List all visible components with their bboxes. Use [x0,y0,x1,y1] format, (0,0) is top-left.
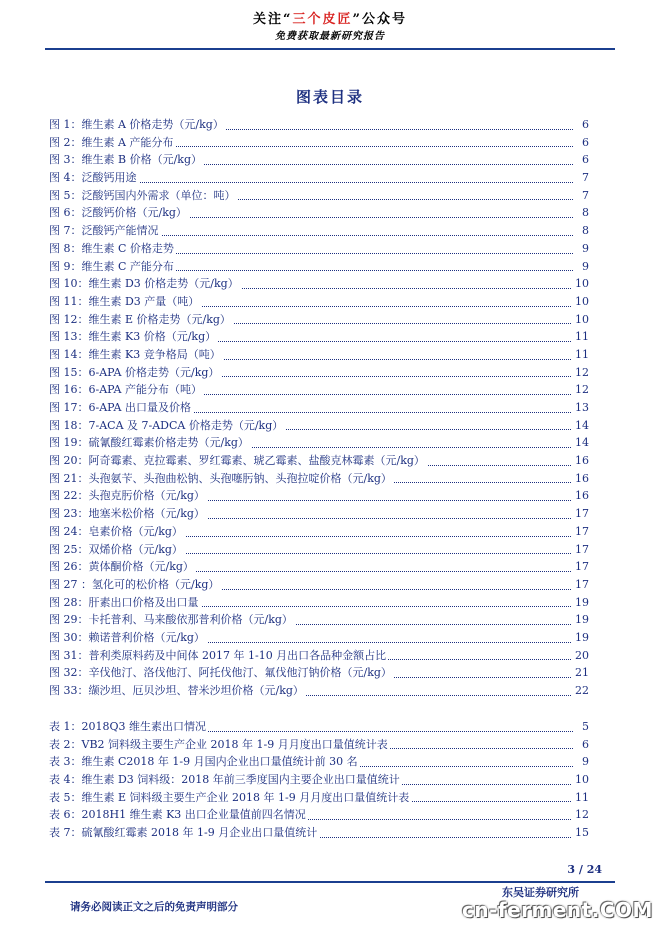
figure-entry[interactable] [49,346,589,364]
toc-entry-label: 表 7：硫氰酸红霉素 2018 年 1-9 月企业出口量值统计 [49,824,319,842]
table-entry[interactable] [49,824,589,842]
toc-entry-label: 图 32：辛伐他汀、洛伐他汀、阿托伐他汀、氟伐他汀钠价格（元/kg） [49,664,394,682]
toc-entry-page: 6 [579,116,589,134]
toc-entry-label: 图 17：6-APA 出口量及价格 [49,399,193,417]
toc-entry-page: 12 [572,364,589,382]
toc-entry-page: 10 [572,275,589,293]
figure-entry[interactable] [49,381,589,399]
header-divider [45,48,615,50]
figure-entry[interactable] [49,558,589,576]
toc-entry-label: 图 5：泛酸钙国内外需求（单位：吨） [49,187,238,205]
toc-entry-page: 19 [572,611,589,629]
figure-entry[interactable] [49,169,589,187]
toc-entry-page: 16 [572,470,589,488]
toc-entry-page: 12 [572,381,589,399]
toc-entry-label: 图 18：7-ACA 及 7-ADCA 价格走势（元/kg） [49,417,285,435]
toc-entry-page: 15 [572,824,589,842]
toc-entry-page: 11 [572,328,589,346]
toc-entry-page: 16 [572,452,589,470]
toc-entry-page: 14 [572,417,589,435]
footer-disclaimer: 请务必阅读正文之后的免责声明部分 [70,901,238,913]
toc-entry-page: 7 [579,169,589,187]
toc-entry-page: 6 [579,151,589,169]
toc-entry-page: 11 [572,346,589,364]
figure-entry[interactable] [49,222,589,240]
figure-entry[interactable] [49,682,589,700]
toc-entry-label: 图 25：双烯价格（元/kg） [49,541,185,559]
toc-entry-page: 7 [579,187,589,205]
toc-entry-label: 图 12：维生素 E 价格走势（元/kg） [49,311,233,329]
footer-divider [45,881,615,883]
toc-entry-page: 21 [572,664,589,682]
toc-entry-label: 图 29：卡托普利、马来酸依那普利价格（元/kg） [49,611,295,629]
toc-entry-page: 10 [572,311,589,329]
table-entry[interactable] [49,736,589,754]
figure-entry[interactable] [49,434,589,452]
toc-entry-label: 表 3：维生素 C2018 年 1-9 月国内企业出口量值统计前 30 名 [49,753,360,771]
figure-entry[interactable] [49,523,589,541]
toc-entry-page: 10 [572,771,589,789]
figure-list [49,116,589,700]
toc-entry-label: 图 28：肝素出口价格及出口量 [49,594,201,612]
figure-entry[interactable] [49,647,589,665]
toc-entry-page: 13 [572,399,589,417]
figure-entry[interactable] [49,275,589,293]
toc-entry-label: 图 11：维生素 D3 产量（吨） [49,293,201,311]
toc-entry-page: 20 [572,647,589,665]
toc-entry-label: 图 31：普利类原料药及中间体 2017 年 1-10 月出口各品种金额占比 [49,647,388,665]
figure-entry[interactable] [49,134,589,152]
toc-entry-label: 图 9：维生素 C 产能分布 [49,258,176,276]
toc-entry-page: 17 [572,558,589,576]
toc-entry-page: 9 [579,753,589,771]
toc-entry-page: 5 [579,718,589,736]
figure-entry[interactable] [49,576,589,594]
toc-entry-label: 图 4：泛酸钙用途 [49,169,139,187]
toc-entry-page: 9 [579,258,589,276]
toc-entry-label: 图 10：维生素 D3 价格走势（元/kg） [49,275,241,293]
toc-entry-page: 22 [572,682,589,700]
figure-entry[interactable] [49,293,589,311]
footer-company: 东吴证券研究所 [502,886,579,899]
figure-entry[interactable] [49,452,589,470]
toc-entry-label: 图 1：维生素 A 价格走势（元/kg） [49,116,226,134]
figure-entry[interactable] [49,399,589,417]
toc-entry-page: 11 [572,789,589,807]
figure-entry[interactable] [49,505,589,523]
table-entry[interactable] [49,771,589,789]
toc-entry-label: 表 4：维生素 D3 饲料级：2018 年前三季度国内主要企业出口量值统计 [49,771,402,789]
toc-entry-page: 17 [572,541,589,559]
toc-entry-label: 图 20：阿奇霉素、克拉霉素、罗红霉素、琥乙霉素、盐酸克林霉素（元/kg） [49,452,427,470]
toc-entry-page: 16 [572,487,589,505]
page-number: 3 / 24 [567,863,602,876]
toc-entry-page: 14 [572,434,589,452]
table-list [49,718,589,842]
toc-entry-page: 10 [572,293,589,311]
toc-entry-label: 表 5：维生素 E 饲料级主要生产企业 2018 年 1-9 月月度出口量值统计表 [49,789,411,807]
figure-entry[interactable] [49,470,589,488]
figure-entry[interactable] [49,187,589,205]
figure-entry[interactable] [49,151,589,169]
figure-entry[interactable] [49,311,589,329]
toc-entry-label: 图 22：头孢克肟价格（元/kg） [49,487,207,505]
figure-entry[interactable] [49,487,589,505]
toc-entry-page: 17 [572,505,589,523]
toc-entry-label: 图 8：维生素 C 价格走势 [49,240,176,258]
toc-entry-label: 图 33：缬沙坦、厄贝沙坦、替米沙坦价格（元/kg） [49,682,306,700]
toc-entry-page: 17 [572,576,589,594]
figure-entry[interactable] [49,258,589,276]
header-title-pre: 关注“ [253,12,293,27]
table-entry[interactable] [49,753,589,771]
table-entry[interactable] [49,789,589,807]
toc-entry-label: 图 27 ：氢化可的松价格（元/kg） [49,576,221,594]
toc-entry-page: 17 [572,523,589,541]
toc-entry-page: 6 [579,134,589,152]
figure-entry[interactable] [49,664,589,682]
toc-entry-label: 图 15：6-APA 价格走势（元/kg） [49,364,221,382]
figure-entry[interactable] [49,594,589,612]
toc-entry-page: 8 [579,204,589,222]
toc-entry-label: 图 7：泛酸钙产能情况 [49,222,161,240]
toc-entry-page: 19 [572,594,589,612]
figure-entry[interactable] [49,629,589,647]
toc-entry-label: 图 26：黄体酮价格（元/kg） [49,558,196,576]
toc-entry-label: 图 23：地塞米松价格（元/kg） [49,505,207,523]
table-entry[interactable] [49,718,589,736]
toc-entry-page: 6 [579,736,589,754]
figure-entry[interactable] [49,541,589,559]
toc-entry-label: 图 21：头孢氨苄、头孢曲松钠、头孢噻肟钠、头孢拉啶价格（元/kg） [49,470,394,488]
toc-entry-page: 19 [572,629,589,647]
header-title [0,8,660,27]
toc-entry-label: 图 16：6-APA 产能分布（吨） [49,381,204,399]
toc-entry-label: 图 13：维生素 K3 价格（元/kg） [49,328,218,346]
toc-entry-label: 表 1：2018Q3 维生素出口情况 [49,718,208,736]
header-title-highlight: 三个皮匠 [292,12,353,27]
toc-entry-label: 图 14：维生素 K3 竞争格局（吨） [49,346,223,364]
figure-entry[interactable] [49,240,589,258]
toc-entry-page: 12 [572,806,589,824]
toc-entry-label: 图 24：皂素价格（元/kg） [49,523,185,541]
toc-entry-label: 图 2：维生素 A 产能分布 [49,134,175,152]
toc-entry-label: 表 2：VB2 饲料级主要生产企业 2018 年 1-9 月月度出口量值统计表 [49,736,390,754]
figure-entry[interactable] [49,116,589,134]
toc-entry-label: 图 30：赖诺普利价格（元/kg） [49,629,207,647]
header-subtitle: 免费获取最新研究报告 [275,31,385,42]
toc-entry-label: 图 6：泛酸钙价格（元/kg） [49,204,189,222]
figure-entry[interactable] [49,611,589,629]
figure-entry[interactable] [49,364,589,382]
toc-entry-page: 9 [579,240,589,258]
figure-entry[interactable] [49,417,589,435]
figure-entry[interactable] [49,204,589,222]
toc-entry-label: 图 3：维生素 B 价格（元/kg） [49,151,204,169]
toc-entry-page: 8 [579,222,589,240]
watermark: cn-ferment.COM [462,898,653,922]
header-title-post: ”公众号 [352,12,407,27]
table-entry[interactable] [49,806,589,824]
toc-entry-label: 表 6：2018H1 维生素 K3 出口企业量值前四名情况 [49,806,308,824]
figure-entry[interactable] [49,328,589,346]
toc-entry-label: 图 19：硫氰酸红霉素价格走势（元/kg） [49,434,251,452]
toc-title: 图表目录 [295,88,364,106]
